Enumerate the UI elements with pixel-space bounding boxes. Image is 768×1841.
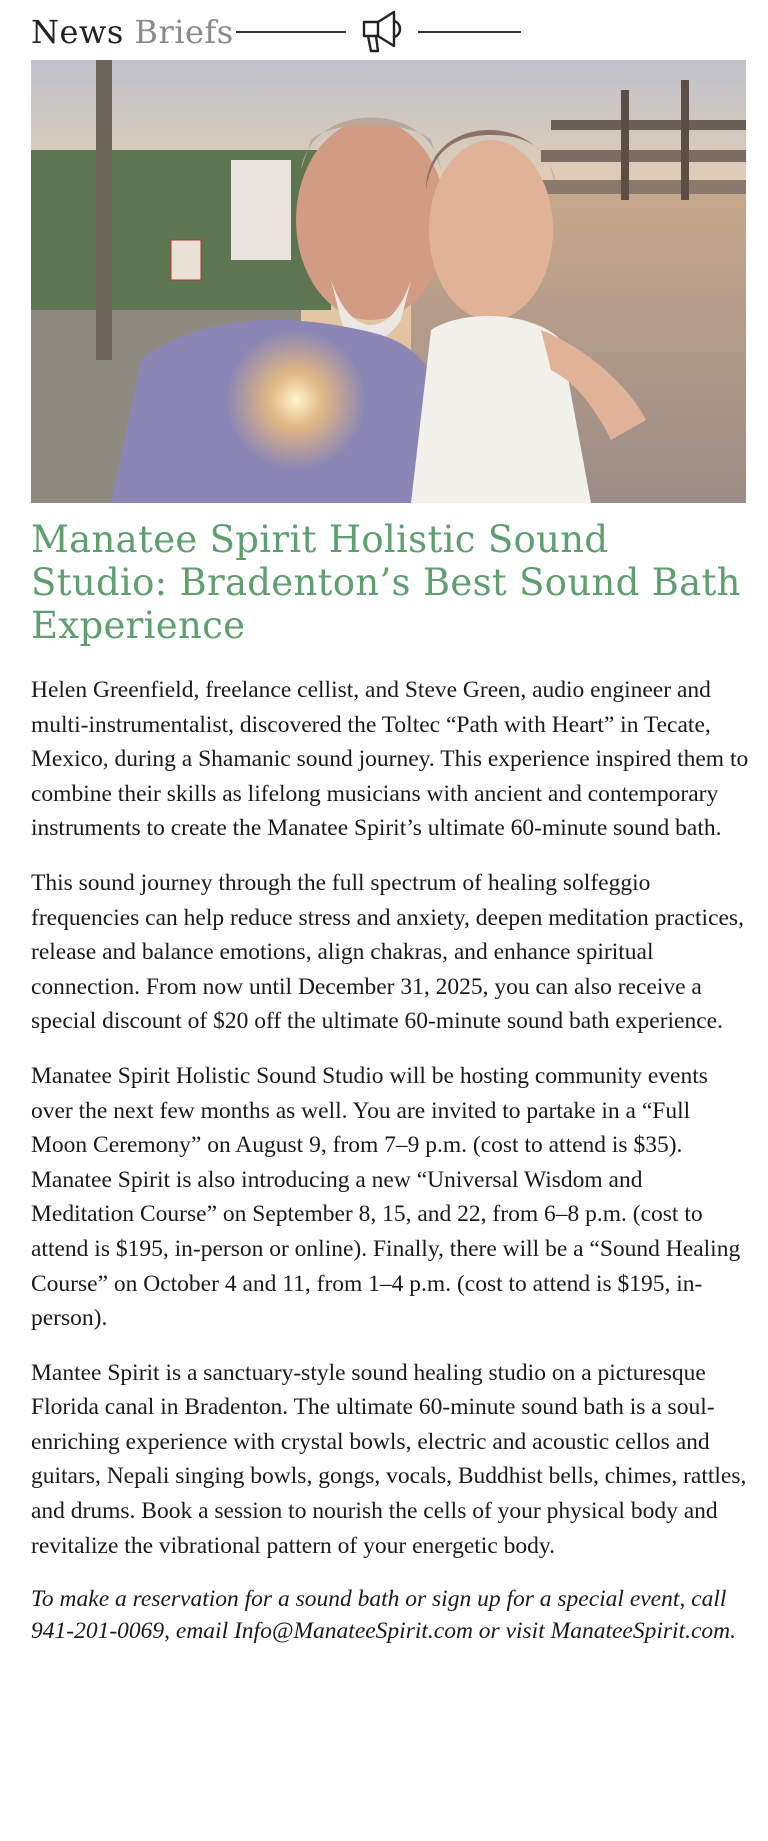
header-rule-right [418,31,521,33]
article-paragraph-4: Mantee Spirit is a sanctuary-style sound healing studio on a picturesque Florida canal in Bradenton. The ultimate 60-minute sound bath is a soul-enriching experience with crystal bowls, electric and acoustic cellos and guitars, Nepali singing bowls, gongs, vocals, Buddhist bells, chimes, rattles, and drums. Book a session to nourish the cells of your physical body and revitalize the vibrational pattern of your energetic body. [31,1359,747,1559]
megaphone-icon [358,7,408,55]
news-briefs-page [31,0,749,1645]
article-paragraph-1: Helen Greenfield, freelance cellist, and Steve Green, audio engineer and multi-instrumentalist, discovered the Toltec “Path with Heart” in Tecate, Mexico, during a Shamanic sound journey. This experience inspired them to combine their skills as lifelong musicians with ancient and contemporary instruments to create the Manatee Spirit’s ultimate 60-minute sound bath. [31,677,749,842]
section-title-briefs: Briefs [134,13,234,51]
contact-info: To make a reservation for a sound bath or sign up for a special event, call 941-201-0069, email Info@ManateeSpirit.com or visit ManateeSpirit.com. [31,1586,736,1645]
section-header [31,0,746,60]
header-rule-left [236,31,346,33]
article-body [31,673,749,1667]
article-headline: Manatee Spirit Holistic Sound Studio: Bradenton’s Best Sound Bath Experience [31,518,741,647]
article-paragraph-3: Manatee Spirit Holistic Sound Studio will be hosting community events over the next few months as well. You are invited to partake in a “Full Moon Ceremony” on August 9, from 7–9 p.m. (cost to attend is $35). Manatee Spirit is also introducing a new “Universal Wisdom and Meditation Course” on September 8, 15, and 22, from 6–8 p.m. (cost to attend is $195, in-person or online). Finally, there will be a “Sound Healing Course” on October 4 and 11, from 1–4 p.m. (cost to attend is $195, in-person). [31,1062,741,1332]
section-title-news: News [31,13,124,51]
article-photo [31,60,746,503]
article-paragraph-2: This sound journey through the full spectrum of healing solfeggio frequencies can help reduce stress and anxiety, deepen meditation practices, release and balance emotions, align chakras, and enhance spiritual connection. From now until December 31, 2025, you can also receive a special discount of $20 off the ultimate 60-minute sound bath experience. [31,869,744,1035]
section-title [31,12,234,52]
